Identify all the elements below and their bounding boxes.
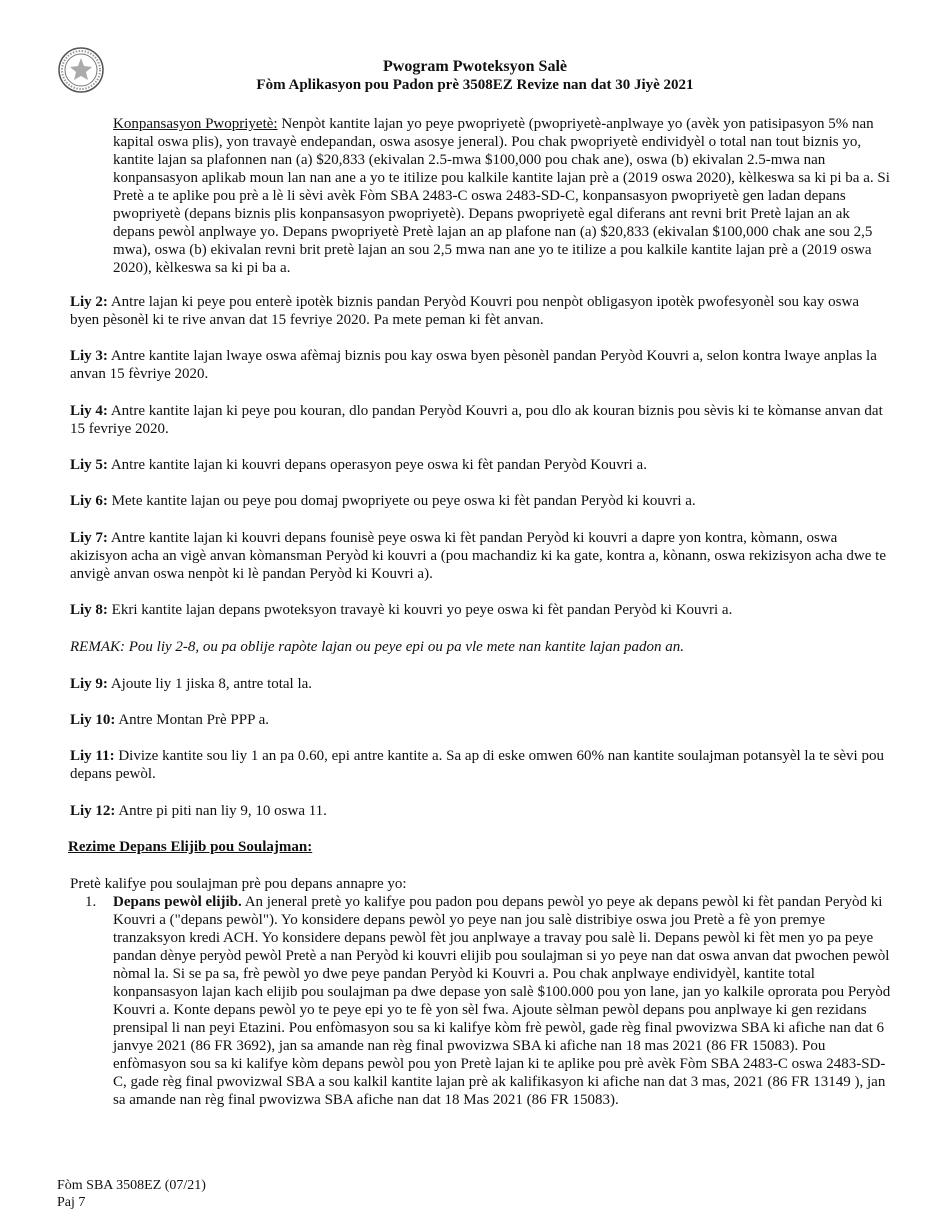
form-number: Fòm SBA 3508EZ (07/21) — [57, 1178, 206, 1193]
owner-compensation-paragraph — [113, 115, 893, 277]
line-text: Antre Montan Prè PPP a. — [115, 712, 270, 728]
payroll-costs-label: Depans pewòl elijib. — [113, 894, 242, 910]
line-text: Ajoute liy 1 jiska 8, antre total la. — [107, 676, 313, 692]
line-7-instruction — [70, 529, 890, 583]
line-text: Antre kantite lajan ki peye pou kouran, dlo pandan Peryòd Kouvri a, pou dlo ak kouran biznis pou sèvis ki te kòmanse anvan dat 15 fevriye 2020. — [70, 403, 883, 437]
form-subtitle: Fòm Aplikasyon pou Padon prè 3508EZ Revize nan dat 30 Jiyè 2021 — [256, 77, 694, 93]
line-11-instruction — [70, 747, 890, 783]
line-9-instruction — [70, 675, 890, 693]
line-label: Liy 9: — [70, 676, 108, 692]
payroll-costs-item — [113, 893, 895, 1109]
line-text: Antre kantite lajan ki kouvri depans operasyon peye oswa ki fèt pandan Peryòd Kouvri a. — [107, 457, 647, 473]
line-5-instruction — [70, 456, 890, 474]
page-header — [0, 57, 950, 94]
line-4-instruction — [70, 402, 890, 438]
line-label: Liy 3: — [70, 348, 108, 364]
line-label: Liy 12: — [70, 803, 116, 819]
line-10-instruction — [70, 711, 890, 729]
line-text: Antre kantite lajan ki kouvri depans founisè peye oswa ki fèt pandan Peryòd ki kouvri a dapre yon kontra, kòmann, oswa akizisyon acha an vigè anvan kòmansman Peryòd ki kouvri a (pou machandiz ki ka gate, kontra a, kònann, oswa rekizisyon acha dwe te anvigè anvan oswa nenpòt ki lè pandan Peryòd ki Kouvri a). — [70, 530, 886, 582]
payroll-costs-text: An jeneral pretè yo kalifye pou padon pou depans pewòl yo peye ak depans pewòl ki fèt pandan Peryòd ki Kouvri a ("depans pewòl"). Yo konsidere depans pewòl yo peye nan jou salè distribiye oswa jou Pretè a fè yon premye tranzaksyon kredi ACH. Yo konsidere depans pewòl fèt jou anplwaye a travay pou salè li. Depans pewòl ki fèt men yo pa peye pandan dènye peryòd pewòl Pretè a nan Peryòd ki kouvri elijib pou soulajman si yo peye nan dat oswa anvan dat pwochen pewòl nòmal la. Si se pa sa, frè pewòl yo dwe peye pandan Peryòd ki Kouvri a. Pou chak anplwaye endividyèl, kantite total konpansasyon lajan kach elijib pou soulajman pa dwe depase yon salè $100.000 pou yon lane, jan yo kalkile oprorata pou Peryòd Kouvri a. Konte depans pewòl yo te peye epi yo te fè yon sèl fwa. Ajoute sèlman pewòl depans pou anplwaye ki gen rezidans prensipal li nan peyi Etazini. Pou enfòmasyon sou sa ki kalifye kòm frè pewòl, gade règ final pwovizwa SBA ki afiche nan dat 6 janvye 2021 (86 FR 3692), jan sa amande nan règ final pwovizwa SBA ki afiche nan 18 mas 2021 (86 FR 15083). Pou enfòmasyon sou sa ki kalifye kòm depans pewòl pou yon Pretè lajan ki te aplike pou prè avèk Fòm SBA 2483-C oswa 2483-SD-C, gade règ final pwovizwal SBA a sou kalkil kantite lajan prè ak kalifikasyon ki afiche nan dat 3 mas, 2021 (86 FR 13149 ), jan sa amande nan règ final pwovizwa SBA afiche nan dat 18 Mas 2021 (86 FR 15083). — [113, 894, 891, 1108]
line-label: Liy 4: — [70, 403, 108, 419]
line-label: Liy 2: — [70, 294, 108, 310]
line-text: Divize kantite sou liy 1 an pa 0.60, epi antre kantite a. Sa ap di eske omwen 60% nan kantite soulajman potansyèl la te sèvi pou depans pewòl. — [70, 748, 884, 782]
line-label: Liy 8: — [70, 602, 108, 618]
line-2-instruction — [70, 293, 890, 329]
line-3-instruction — [70, 347, 890, 383]
owner-compensation-label: Konpansasyon Pwopriyetè: — [113, 116, 278, 132]
list-number: 1. — [85, 894, 97, 910]
remark-note: REMAK: Pou liy 2-8, ou pa oblije rapòte lajan ou peye epi ou pa vle mete nan kantite lajan padon an. — [70, 639, 685, 655]
summary-heading: Rezime Depans Elijib pou Soulajman: — [68, 839, 313, 855]
line-label: Liy 10: — [70, 712, 116, 728]
program-title: Pwogram Pwoteksyon Salè — [383, 58, 567, 75]
line-8-instruction — [70, 601, 890, 619]
line-text: Mete kantite lajan ou peye pou domaj pwopriyete ou peye oswa ki fèt pandan Peryòd ki kouvri a. — [107, 493, 696, 509]
line-label: Liy 11: — [70, 748, 115, 764]
line-label: Liy 6: — [70, 493, 108, 509]
owner-compensation-text: Nenpòt kantite lajan yo peye pwopriyetè (pwopriyetè-anplwaye yo (avèk yon patisipasyon 5% nan kapital oswa plis), yon travayè endepandan, oswa asosye jeneral). Pou chak pwopriyetè endividyèl o total nan tout biznis yo, kantite lajan sa plafonnen nan (a) $20,833 (ekivalan 2.5-mwa $100,000 pou chak ane), oswa (b) ekivalan 2.5-mwa nan konpansasyon aplikab moun lan nan ane a yo te itilize pou kalkile kantite lajan prè a (2019 oswa 2020), kèlkeswa sa ki pi ba a. Si Pretè a te aplike pou prè a lè li sèvi avèk Fòm SBA 2483-C oswa 2483-SD-C, konpansasyon pwopriyetè gen ladan depans pwopriyetè (depans biznis plis konpansasyon pwopriyetè). Depans pwopriyetè egal diferans ant revni brit Pretè lajan an ak depans pewòl anplwaye yo. Depans pwopriyetè Pretè lajan an ap plafone nan (a) $20,833 (ekivalan $100,000 chak ane sou 2,5 mwa), oswa (b) ekivalan revni brit pretè lajan an sou 2,5 mwa nan ane yo te itilize a pou kalkile kantite lajan prè a (2019 oswa 2020), kèlkeswa sa ki pi ba a. — [113, 116, 890, 276]
page-footer — [57, 1177, 206, 1211]
line-text: Antre lajan ki peye pou enterè ipotèk biznis pandan Peryòd Kouvri pou nenpòt obligasyon ipotèk pwofesyonèl sou kay oswa byen pèsonèl ki te rive anvan dat 15 fevriye 2020. Pa mete peman ki fèt anvan. — [70, 294, 860, 328]
line-text: Antre pi piti nan liy 9, 10 oswa 11. — [115, 803, 327, 819]
line-6-instruction — [70, 492, 890, 510]
line-label: Liy 7: — [70, 530, 108, 546]
line-text: Antre kantite lajan lwaye oswa afèmaj biznis pou kay oswa byen pèsonèl pandan Peryòd Kouvri a, selon kontra lwaye anplas la anvan 15 fèvriye 2020. — [70, 348, 877, 382]
summary-intro: Pretè kalifye pou soulajman prè pou depans annapre yo: — [70, 876, 407, 892]
line-12-instruction — [70, 802, 890, 820]
line-label: Liy 5: — [70, 457, 108, 473]
page-number: Paj 7 — [57, 1195, 86, 1210]
line-text: Ekri kantite lajan depans pwoteksyon travayè ki kouvri yo peye oswa ki fèt pandan Peryòd ki Kouvri a. — [107, 602, 733, 618]
